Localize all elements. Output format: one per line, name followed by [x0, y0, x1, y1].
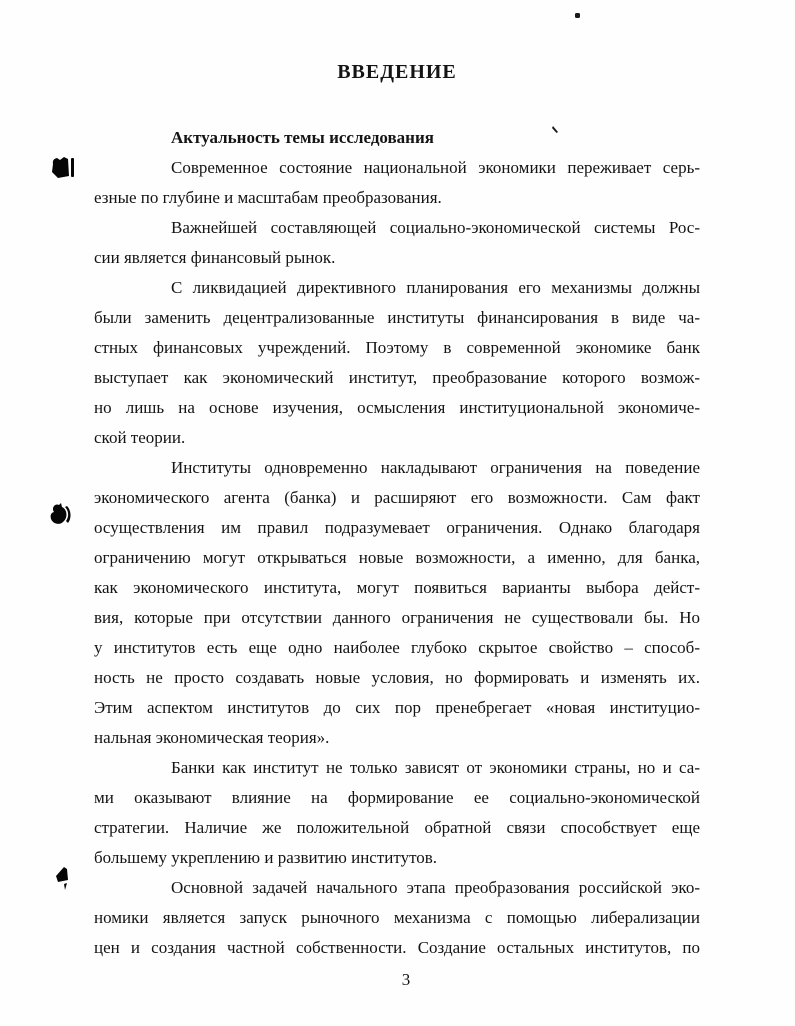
text-line: стратегии. Наличие же положительной обратной связи способствует еще: [94, 818, 700, 837]
page-content: [94, 57, 700, 995]
paragraph: [94, 753, 700, 873]
text-line: сии является финансовый рынок.: [94, 248, 336, 267]
page-number: 3: [401, 970, 411, 989]
section-heading: Актуальность темы исследования: [171, 128, 434, 147]
paragraph: [94, 213, 700, 273]
text-line: были заменить децентрализованные институты финансирования в виде ча-: [94, 308, 700, 327]
text-line: С ликвидацией директивного планирования его механизмы должны: [171, 278, 700, 297]
text-line: Основной задачей начального этапа преобразования российской эко-: [171, 878, 700, 897]
paragraph: [94, 153, 700, 213]
text-line: ность не просто создавать новые условия, но формировать и изменять их.: [94, 668, 700, 687]
text-line: ской теории.: [94, 428, 186, 447]
body-text: [94, 153, 700, 963]
ink-dot-icon: [574, 12, 582, 20]
paragraph: [94, 873, 700, 963]
text-line: номики является запуск рыночного механизма с помощью либерализации: [94, 908, 700, 927]
text-line: большему укреплению и развитию институтов.: [94, 848, 438, 867]
text-line: стных финансовых учреждений. Поэтому в современной экономике банк: [94, 338, 700, 357]
text-line: как экономического института, могут появиться варианты выбора дейст-: [94, 578, 700, 597]
text-line: Важнейшей составляющей социально-экономической системы Рос-: [171, 218, 700, 237]
text-line: Этим аспектом институтов до сих пор пренебрегает «новая институцио-: [94, 698, 700, 717]
text-line: осуществления им правил подразумевает ограничения. Однако благодаря: [94, 518, 700, 537]
text-line: экономического агента (банка) и расширяют его возможности. Сам факт: [94, 488, 700, 507]
text-line: но лишь на основе изучения, осмысления институциональной экономиче-: [94, 398, 700, 417]
text-line: вия, которые при отсутствии данного ограничения не существовали бы. Но: [94, 608, 700, 627]
paragraph: [94, 273, 700, 453]
ink-blot-icon: [48, 154, 78, 182]
ink-blot-icon: [50, 864, 74, 892]
paragraph: [94, 453, 700, 753]
text-line: Современное состояние национальной экономики переживает серь-: [171, 158, 700, 177]
text-line: нальная экономическая теория».: [94, 728, 330, 747]
ink-blot-icon: [46, 502, 72, 532]
text-line: Банки как институт не только зависят от экономики страны, но и са-: [171, 758, 700, 777]
text-line: ми оказывают влияние на формирование ее социально-экономической: [94, 788, 700, 807]
text-line: выступает как экономический институт, преобразование которого возмож-: [94, 368, 700, 387]
text-line: езные по глубине и масштабам преобразования.: [94, 188, 442, 207]
page-title: ВВЕДЕНИЕ: [337, 61, 457, 83]
text-line: ограничению могут открываться новые возможности, а именно, для банка,: [94, 548, 700, 567]
text-line: у институтов есть еще одно наиболее глубоко скрытое свойство – способ-: [94, 638, 700, 657]
text-line: Институты одновременно накладывают ограничения на поведение: [171, 458, 700, 477]
text-line: цен и создания частной собственности. Создание остальных институтов, по: [94, 938, 700, 957]
